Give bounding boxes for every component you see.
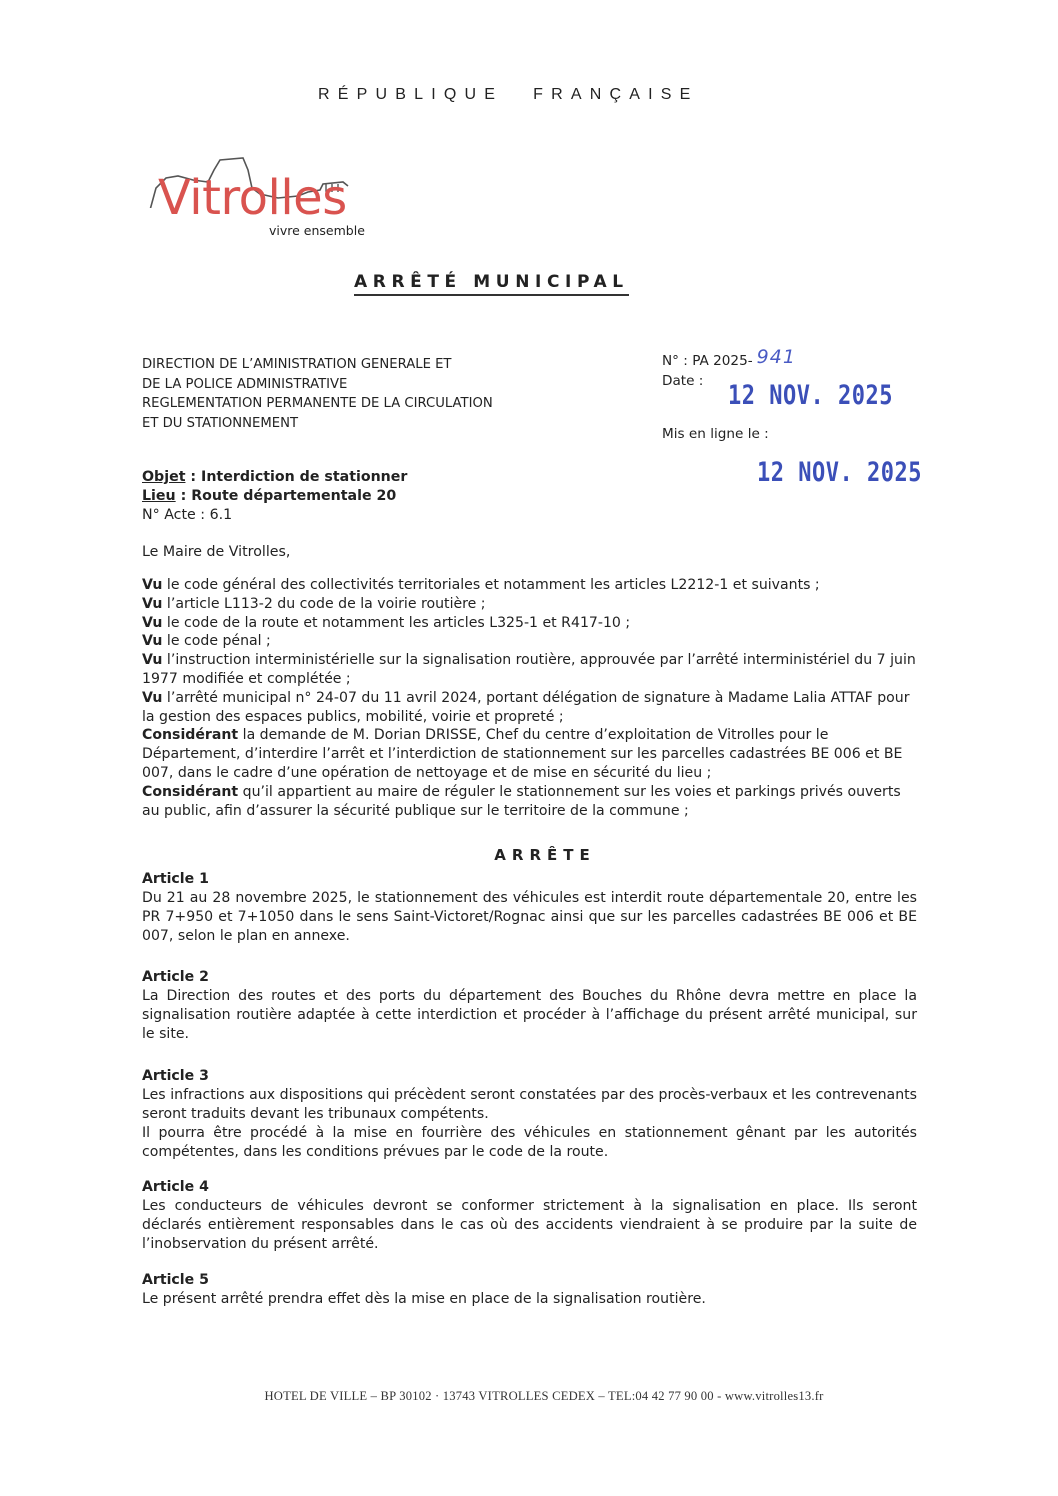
legal-basis-lead: Vu <box>142 652 163 669</box>
legal-basis-lead: Vu <box>142 633 163 650</box>
place-value: : Route départementale 20 <box>175 488 397 504</box>
article-text: La Direction des routes et des ports du département des Bouches du Rhône devra mettre en place la signalisation routière adaptée à cette interdiction et procéder à l’affichage du présent arrêté municipal, sur le site. <box>142 988 917 1042</box>
article-3 <box>142 1067 917 1162</box>
legal-basis-text: le code général des collectivités territoriales et notamment les articles L2212-1 et suivants ; <box>162 577 820 593</box>
legal-basis-lead: Vu <box>142 577 163 593</box>
legal-basis-item <box>142 632 917 651</box>
legal-basis-text: l’arrêté municipal n° 24-07 du 11 avril 2024, portant délégation de signature à Madame Lalia ATTAF pour la gestion des espaces publics, mobilité, voirie et propreté ; <box>142 689 910 725</box>
online-date-stamp: 12 NOV. 2025 <box>757 458 922 488</box>
document-title: ARRÊTÉ MUNICIPAL <box>354 272 629 296</box>
place-label: Lieu <box>142 488 176 504</box>
legal-basis-lead: Considérant <box>142 783 239 800</box>
legal-basis-lead: Considérant <box>142 727 239 744</box>
article-heading: Article 4 <box>142 1179 209 1195</box>
legal-basis-item <box>142 595 917 614</box>
article-text: Le présent arrêté prendra effet dès la mise en place de la signalisation routière. <box>142 1291 706 1307</box>
article-text-continued: Il pourra être procédé à la mise en fourrière des véhicules en stationnement gênant par les autorités compétentes, dans les conditions prévues par le code de la route. <box>142 1125 917 1160</box>
logo-tagline: vivre ensemble <box>269 223 365 238</box>
legal-basis-item <box>142 689 917 727</box>
legal-basis-item <box>142 651 917 689</box>
legal-basis-list <box>142 576 917 820</box>
article-heading: Article 1 <box>142 871 209 887</box>
legal-basis-text: le code de la route et notamment les articles L325-1 et R417-10 ; <box>162 614 631 631</box>
legal-basis-text: l’instruction interministérielle sur la signalisation routière, approuvée par l’arrêté interministériel du 7 juin 1977 modifiée et complétée ; <box>142 652 916 687</box>
direction-line: DIRECTION DE L’AMINISTRATION GENERALE ET <box>142 357 452 372</box>
vitrolles-logo <box>148 148 408 248</box>
footer-address: HOTEL DE VILLE – BP 30102 · 13743 VITROLLES CEDEX – TEL:04 42 77 90 00 - www.vitrolles13.fr <box>264 1389 824 1403</box>
act-number <box>662 346 796 371</box>
article-1 <box>142 870 917 946</box>
mayor-salutation: Le Maire de Vitrolles, <box>142 544 291 560</box>
legal-basis-item <box>142 783 917 821</box>
place-line <box>142 487 407 506</box>
article-text: Les infractions aux dispositions qui précèdent seront constatées par des procès-verbaux et les contrevenants seront traduits devant les tribunaux compétents. <box>142 1087 917 1122</box>
republique-francaise-header <box>318 86 699 104</box>
article-heading: Article 5 <box>142 1272 209 1288</box>
date-label: Date : <box>662 373 704 389</box>
direction-line: REGLEMENTATION PERMANENTE DE LA CIRCULATION <box>142 396 493 411</box>
direction-line: ET DU STATIONNEMENT <box>142 415 298 431</box>
republique-word: RÉPUBLIQUE <box>318 86 504 103</box>
legal-basis-text: la demande de M. Dorian DRISSE, Chef du centre d’exploitation de Vitrolles pour le Département, d’interdire l’arrêt et l’interdiction de stationnement sur les parcelles cadastrées BE 006 et BE 007, dans le cadre d’une opération de nettoyage et de mise en sécurité du lieu ; <box>142 727 903 781</box>
article-text: Les conducteurs de véhicules devront se conformer strictement à la signalisation en place. Ils seront déclarés entièrement responsables dans le cas où des accidents viendraient à se produire par la suite de l’inobservation du présent arrêté. <box>142 1198 917 1252</box>
legal-basis-item <box>142 614 917 633</box>
subject-line <box>142 468 407 487</box>
act-number-label: N° : PA 2025- <box>662 353 753 369</box>
legal-basis-text: qu’il appartient au maire de réguler le stationnement sur les voies et parkings privés ouverts au public, afin d’assurer la sécurité publique sur le territoire de la commune ; <box>142 783 901 819</box>
legal-basis-lead: Vu <box>142 614 163 631</box>
article-heading: Article 2 <box>142 969 209 985</box>
act-code: N° Acte : 6.1 <box>142 507 233 523</box>
subject-block <box>142 468 407 525</box>
article-text: Du 21 au 28 novembre 2025, le stationnement des véhicules est interdit route départementale 20, entre les PR 7+950 et 7+1050 dans le sens Saint-Victoret/Rognac ainsi que sur les parcelles cadastrées BE 006 et BE 007, selon le plan en annexe. <box>142 890 917 944</box>
legal-basis-lead: Vu <box>142 595 163 612</box>
logo-wordmark: Vitrolles <box>158 170 347 226</box>
act-number-handwritten: 941 <box>756 346 796 368</box>
article-5 <box>142 1271 917 1309</box>
direction-line: DE LA POLICE ADMINISTRATIVE <box>142 376 348 392</box>
article-4 <box>142 1178 917 1254</box>
issuing-direction <box>142 355 493 433</box>
francaise-word: FRANÇAISE <box>533 86 699 103</box>
date-stamp: 12 NOV. 2025 <box>728 381 893 411</box>
legal-basis-text: le code pénal ; <box>162 633 271 650</box>
legal-basis-lead: Vu <box>142 689 163 706</box>
subject-value: : Interdiction de stationner <box>185 469 408 485</box>
article-heading: Article 3 <box>142 1068 209 1084</box>
article-2 <box>142 968 917 1044</box>
online-date-label: Mis en ligne le : <box>662 426 769 442</box>
legal-basis-text: l’article L113-2 du code de la voirie routière ; <box>162 595 486 612</box>
decree-heading: ARRÊTE <box>494 846 596 864</box>
legal-basis-item <box>142 726 917 782</box>
subject-label: Objet <box>142 469 186 485</box>
legal-basis-item <box>142 576 917 595</box>
